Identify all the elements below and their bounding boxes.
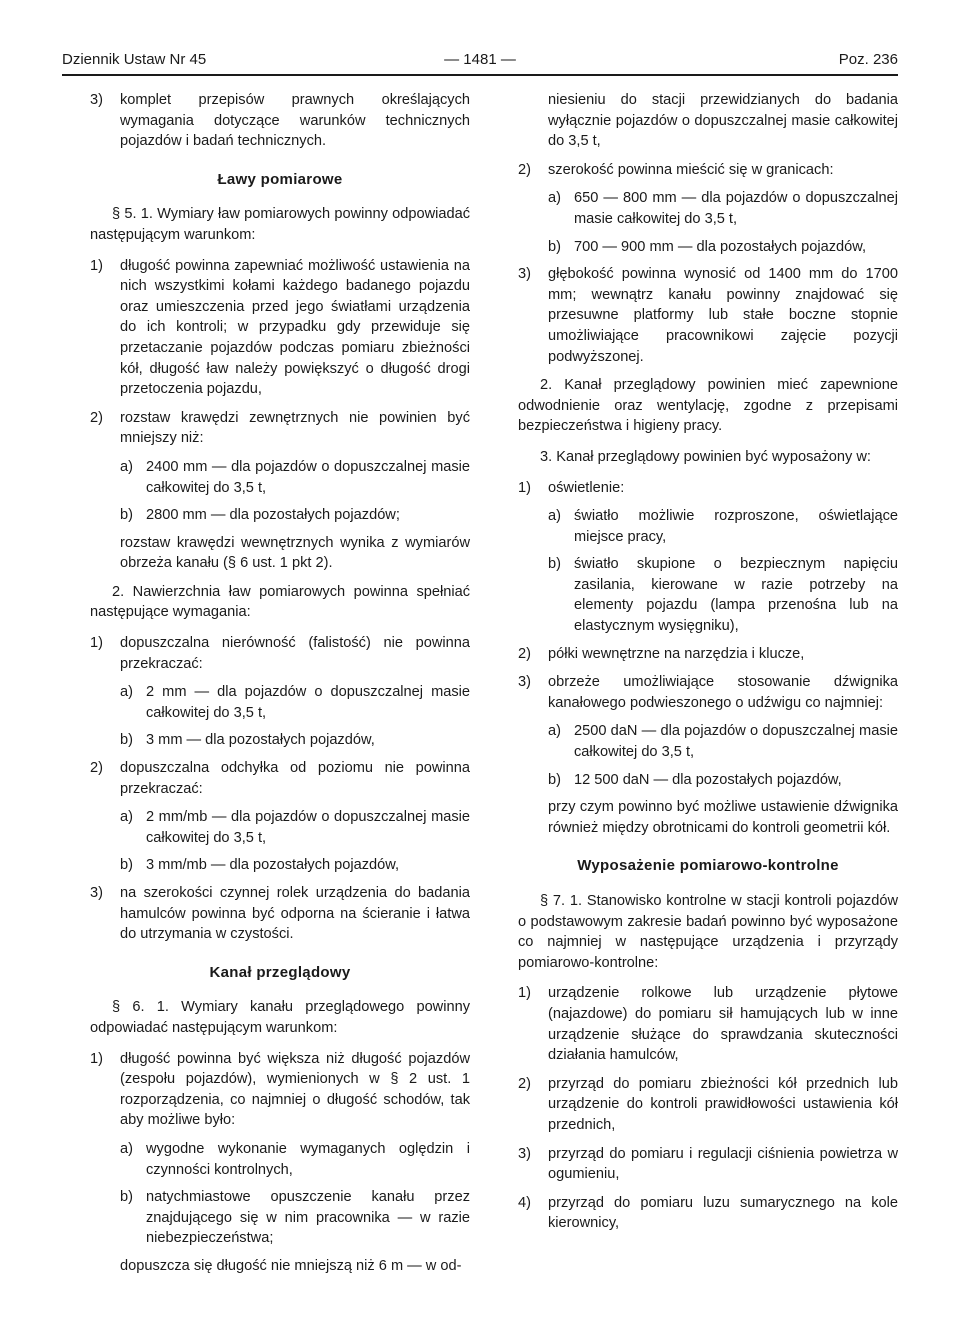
list-item: 1) urządzenie rolkowe lub urządzenie płytowe (najazdowe) do pomiaru sił hamujących lub w inne urządzenie służące do sprawdzania skuteczności działania hamulców, (518, 985, 898, 1064)
list-item: 1) dopuszczalna nierówność (falistość) nie powinna przekraczać: (90, 635, 470, 672)
right-column (518, 90, 898, 1242)
list-item: 2) rozstaw krawędzi zewnętrznych nie powinien być mniejszy niż: (90, 409, 470, 447)
left-column (90, 90, 470, 1285)
sub-item: a) wygodne wykonanie wymaganych oględzin i czynności kontrolnych, (120, 1140, 470, 1178)
list-item: 3) obrzeże umożliwiające stosowanie dźwignika kanałowego podwieszonego o udźwigu co najmniej: (518, 674, 898, 711)
paragraph: 2. Kanał przeglądowy powinien mieć zapewnione odwodnienie oraz wentylację, zgodne z przepisami bezpieczeństwa i higieny pracy. (518, 377, 898, 435)
sub-item: b) 3 mm/mb — dla pozostałych pojazdów, (120, 857, 400, 874)
sub-item: a) 2 mm/mb — dla pojazdów o dopuszczalnej masie całkowitej do 3,5 t, (120, 809, 470, 846)
list-item: 2) szerokość powinna mieścić się w granicach: (518, 161, 834, 178)
sub-item: b) światło skupione o bezpiecznym napięciu zasilania, kierowane w razie potrzeby na elementy pojazdu (lampa przenośna lub na elastycznym wysięgniku), (548, 556, 898, 635)
journal-title: Dziennik Ustaw Nr 45 (62, 51, 207, 68)
sub-item: a) 2500 daN — dla pojazdów o dopuszczalnej masie całkowitej do 3,5 t, (548, 723, 898, 761)
list-item: 4) przyrząd do pomiaru luzu sumarycznego na kole kierownicy, (518, 1194, 898, 1232)
list-item: 2) półki wewnętrzne na narzędzia i klucze, (518, 645, 805, 662)
sub-item: b) natychmiastowe opuszczenie kanału przez znajdującego się w nim pracownika — w razie niebezpieczeństwa; (120, 1189, 470, 1247)
item-continuation: dopuszcza się długość nie mniejszą niż 6 m — w od- (120, 1257, 462, 1274)
sub-item: a) 2400 mm — dla pojazdów o dopuszczalnej masie całkowitej do 3,5 t, (120, 458, 470, 496)
list-item: 3) przyrząd do pomiaru i regulacji ciśnienia powietrza w ogumieniu, (518, 1145, 898, 1183)
list-item: 2) przyrząd do pomiaru zbieżności kół przednich lub urządzenie do kontroli prawidłowości ustawienia kół przednich, (518, 1075, 898, 1133)
list-item: 1) długość powinna być większa niż długość pojazdów (zespołu pojazdów), wymienionych w § 2 ust. 1 rozporządzenia, co najmniej o długość schodów, tak aby możliwe było: (90, 1050, 470, 1129)
item-continuation: rozstaw krawędzi wewnętrznych wynika z wymiarów obrzeża kanału (§ 6 ust. 1 pkt 2). (120, 534, 470, 572)
list-item: 1) długość powinna zapewniać możliwość ustawienia na nich wszystkimi kołami każdego badanego pojazdu oraz umieszczenia przed jego światłami urządzenia do ich kontroli; w przypadku gdy przewiduje się przetaczanie pojazdów podczas pomiaru zbieżności kół, długość ław należy powiększyć o długość drogi przetoczenia pojazdu, (90, 257, 470, 398)
sub-item: b) 700 — 900 mm — dla pozostałych pojazdów, (548, 238, 867, 255)
paragraph: 2. Nawierzchnia ław pomiarowych powinna spełniać następujące wymagania: (90, 583, 470, 621)
page-header (62, 48, 898, 76)
sub-item: b) 2800 mm — dla pozostałych pojazdów; (120, 507, 400, 524)
paragraph: § 5. 1. Wymiary ław pomiarowych powinny odpowiadać następującym warunkom: (90, 206, 470, 243)
list-item: 3) na szerokości czynnej rolek urządzenia do badania hamulców powinna być odporna na ścieranie i łatwa do utrzymania w czystości. (90, 885, 470, 943)
item-continuation: niesieniu do stacji przewidzianych do badania wyłącznie pojazdów o dopuszczalnej masie całkowitej do 3,5 t, (548, 92, 898, 150)
list-item: 3) głębokość powinna wynosić od 1400 mm do 1700 mm; wewnątrz kanału powinny znajdować się przesuwne platformy lub stałe boczne stopnie umożliwiające pracownikowi zajęcie pozycji podwyższonej. (518, 266, 898, 365)
sub-item: b) 12 500 daN — dla pozostałych pojazdów, (548, 771, 842, 788)
item-continuation: przy czym powinno być możliwe ustawienie dźwignika również między obrotnicami do kontroli geometrii kół. (548, 799, 898, 836)
list-item: 2) dopuszczalna odchyłka od poziomu nie powinna przekraczać: (90, 760, 470, 797)
sub-item: b) 3 mm — dla pozostałych pojazdów, (120, 732, 375, 749)
sub-item: a) 2 mm — dla pojazdów o dopuszczalnej masie całkowitej do 3,5 t, (120, 684, 470, 721)
list-item: 1) oświetlenie: (518, 479, 625, 496)
paragraph: § 7. 1. Stanowisko kontrolne w stacji kontroli pojazdów o podstawowym zakresie badań powinno być wyposażone co najmniej w następujące urządzenia i przyrządy pomiarowo-kontrolne: (518, 893, 898, 971)
position-number: Poz. 236 (838, 51, 898, 68)
section-heading: Kanał przeglądowy (209, 963, 351, 981)
list-item: 3) komplet przepisów prawnych określających wymagania dotyczące warunków technicznych pojazdów i badań technicznych. (90, 92, 470, 150)
sub-item: a) światło możliwie rozproszone, oświetlające miejsce pracy, (548, 508, 898, 545)
sub-item: a) 650 — 800 mm — dla pojazdów o dopuszczalnej masie całkowitej do 3,5 t, (548, 190, 898, 227)
section-heading: Wyposażenie pomiarowo-kontrolne (577, 857, 839, 875)
paragraph: § 6. 1. Wymiary kanału przeglądowego powinny odpowiadać następującym warunkom: (90, 999, 470, 1036)
paragraph: 3. Kanał przeglądowy powinien być wyposażony w: (540, 448, 871, 465)
section-heading: Ławy pomiarowe (217, 170, 343, 188)
page-number: — 1481 — (444, 51, 516, 68)
